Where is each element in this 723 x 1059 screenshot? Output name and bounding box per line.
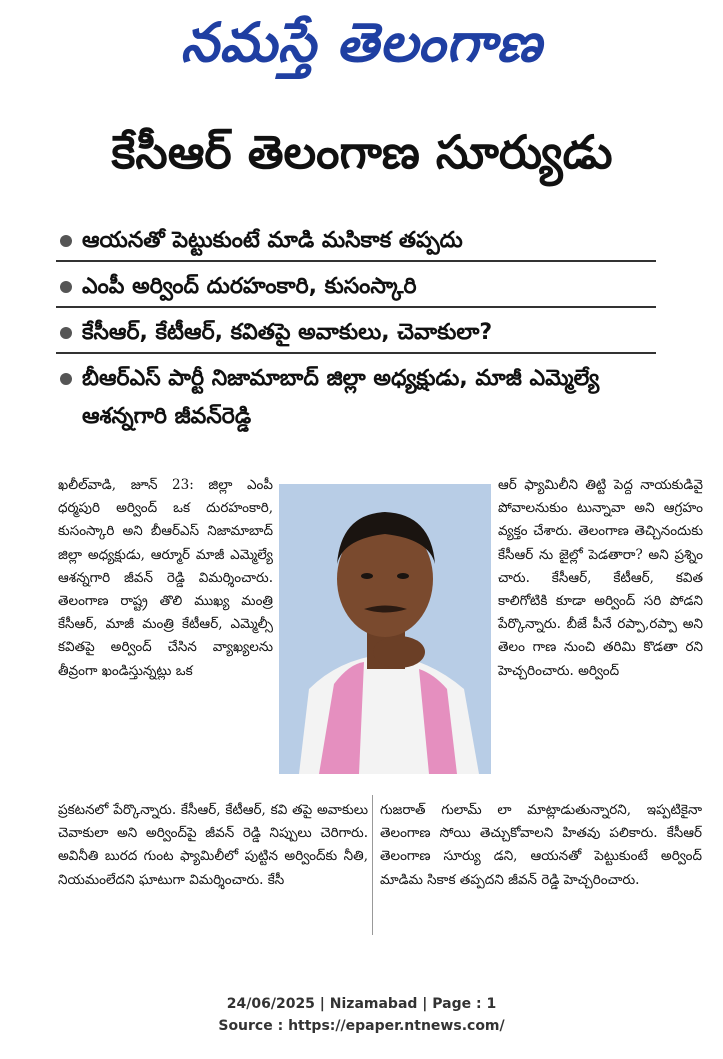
bullet-icon [60, 281, 72, 293]
page-footer [0, 993, 723, 1037]
article-column-right-bottom: గుజరాత్ గులామ్ లా మాట్లాడుతున్నారని, ఇప్పటికైనా తెలంగాణ సోయి తెచ్చుకోవాలని హితవు పలికారు. కేసీఆర్ తెలంగాణ సూర్యు డని, ఆయనతో పెట్టుకుంటే అర్వింద్ మాడిమ సికాక తప్పదని జీవన్ రెడ్డి హెచ్చరించారు. [380, 802, 702, 888]
column-divider [372, 795, 373, 935]
article-column-left: ఖలీల్‌వాడి, జూన్ 23: జిల్లా ఎంపీ ధర్మపురి అర్వింద్ ఒక దురహంకారి, కుసంస్కారి అని బీఆర్ఎస్ నిజామాబాద్ జిల్లా అధ్యక్షుడు, ఆర్మూర్ మాజీ ఎమ్మెల్యే ఆశన్నగారి జీవన్ రెడ్డి విమర్శించారు. తెలంగాణ రాష్ట్ర తొలి ముఖ్య మంత్రి కేసీఆర్, మాజీ మంత్రి కేటీఆర్, ఎమ్మెల్సీ కవితపై అర్వింద్ చేసిన వ్యాఖ్యలను తీవ్రంగా ఖండిస్తున్నట్లు ఒక [58, 477, 273, 679]
article-column-right-top: ఆర్ ఫ్యామిలీని తిట్టి పెద్ద నాయకుడివై పోవాలనుకుం టున్నావా అని ఆగ్రహం వ్యక్తం చేశారు. తెలంగాణ తెచ్చినందుకు కేసీఆర్ ను జైల్లో పెడతారా? అని ప్రశ్నిం చారు. కేసీఆర్, కేటీఆర్, కవిత కాలిగోటికి కూడా అర్వింద్ సరి పోడని పేర్కొన్నారు. బీజే పీనే రప్పా,రప్పా అని తెలం గాణ నుంచి తరిమి కొడతా రని హెచ్చరించారు. అర్వింద్ [498, 477, 703, 679]
footer-source-line: Source : https://epaper.ntnews.com/ [218, 1018, 505, 1034]
subheadline-item: బీఆర్ఎస్ పార్టీ నిజామాబాద్ జిల్లా అధ్యక్షుడు, మాజీ ఎమ్మెల్యే ఆశన్నగారి జీవన్‌రెడ్డి [56, 360, 656, 436]
newspaper-title: నమస్తే తెలంగాణ [180, 10, 543, 74]
article-column-left-bottom: ప్రకటనలో పేర్కొన్నారు. కేసీఆర్, కేటీఆర్, కవి తపై అవాకులు చెవాకులా అని అర్వింద్‌పై జీవన్ రెడ్డి నిప్పులు చెరిగారు. అవినీతి బురద గుంట ఫ్యామిలీలో పుట్టిన అర్వింద్‌కు నీతి, నియమంలేదని ఘాటుగా విమర్శించారు. కేసీ [58, 802, 368, 888]
subheadline-list [56, 222, 656, 442]
headline [18, 118, 706, 198]
headline-text: కేసీఆర్ తెలంగాణ సూర్యుడు [111, 125, 613, 179]
subheadline-item: ఆయనతో పెట్టుకుంటే మాడి మసికాక తప్పదు [56, 222, 656, 262]
bullet-icon [60, 235, 72, 247]
bullet-icon [60, 373, 72, 385]
subheadline-item: కేసీఆర్, కేటీఆర్, కవితపై అవాకులు, చెవాకులా? [56, 314, 656, 354]
masthead [0, 0, 723, 98]
bullet-icon [60, 327, 72, 339]
footer-date-line: 24/06/2025 | Nizamabad | Page : 1 [226, 996, 497, 1012]
subheadline-item: ఎంపీ అర్వింద్ దురహంకారి, కుసంస్కారి [56, 268, 656, 308]
person-photo [279, 484, 491, 774]
